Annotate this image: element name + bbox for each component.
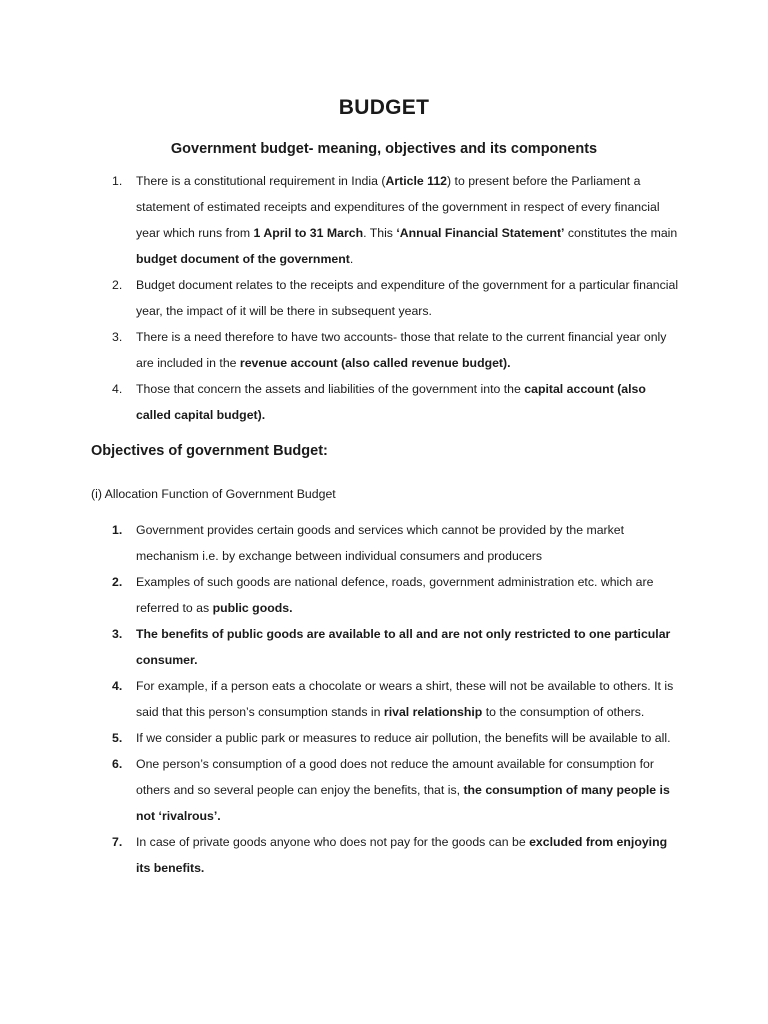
list-item (0, 324, 768, 376)
list-item-number: 3. (112, 330, 123, 344)
list-item-text: to the consumption of others. (482, 705, 645, 719)
bold-text: 1 April to 31 March (253, 226, 364, 240)
page-subtitle: Government budget- meaning, objectives and its components (170, 141, 598, 157)
list-item-text: In case of private goods anyone who does not pay for the goods can be (136, 835, 530, 849)
list-item (0, 569, 768, 621)
list-item (0, 517, 768, 569)
list-item (0, 376, 768, 428)
list-item-text: constitutes the main (564, 226, 678, 240)
list-item-text: Government provides certain goods and services which cannot be provided by the market mechanism i.e. by exchange between individual consumers and producers (136, 523, 625, 563)
page-title: BUDGET (338, 96, 430, 119)
list-item-text: Examples of such goods are national defence, roads, government administration etc. which are referred to as (136, 575, 654, 615)
intro-list (0, 168, 768, 428)
list-item-number: 4. (112, 382, 123, 396)
list-item-text: One person’s consumption of a good does not reduce the amount available for consumption for others and so several people can enjoy the benefits, that is, (136, 757, 654, 797)
bold-text: revenue account (also called revenue budget). (239, 356, 511, 370)
list-item (0, 621, 768, 673)
list-item-text: For example, if a person eats a chocolate or wears a shirt, these will not be available to others. It is said that this person’s consumption stands in (136, 679, 674, 719)
list-item-number: 2. (112, 278, 123, 292)
list-item (0, 829, 768, 881)
list-item-text: There is a need therefore to have two accounts- those that relate to the current financial year only are included in the (136, 330, 667, 370)
list-item-number: 4. (112, 679, 123, 693)
objectives-heading: Objectives of government Budget: (91, 443, 328, 459)
list-item-text: ) to present before the Parliament a statement of estimated receipts and expenditures of the government in respect of every financial year which runs from (136, 174, 660, 240)
bold-text: ‘Annual Financial Statement’ (396, 226, 565, 240)
bold-text: Article 112 (385, 174, 448, 188)
bold-text: excluded from enjoying its benefits. (136, 835, 668, 875)
list-item-number: 3. (112, 627, 123, 641)
list-item-text: Those that concern the assets and liabilities of the government into the (136, 382, 525, 396)
list-item-number: 2. (112, 575, 123, 589)
list-item-number: 7. (112, 835, 123, 849)
list-item-text: There is a constitutional requirement in India ( (136, 174, 386, 188)
allocation-list (0, 517, 768, 881)
list-item (0, 673, 768, 725)
allocation-heading: (i) Allocation Function of Government Budget (91, 487, 336, 501)
list-item (0, 725, 768, 751)
list-item-text: Budget document relates to the receipts and expenditure of the government for a particular financial year, the impact of it will be there in subsequent years. (136, 278, 679, 318)
list-item-number: 5. (112, 731, 123, 745)
list-item-number: 1. (112, 523, 123, 537)
bold-text: public goods. (212, 601, 293, 615)
bold-text: capital account (also called capital budget). (136, 382, 646, 422)
bold-text: budget document of the government (136, 252, 350, 266)
bold-text: the consumption of many people is not ‘rivalrous’. (136, 783, 670, 823)
bold-text: rival relationship (383, 705, 483, 719)
list-item-number: 1. (112, 174, 123, 188)
list-item-text: If we consider a public park or measures to reduce air pollution, the benefits will be available to all. (136, 731, 671, 745)
list-item-text: . This (363, 226, 397, 240)
list-item-text: . (349, 252, 354, 266)
list-item-number: 6. (112, 757, 123, 771)
list-item (0, 272, 768, 324)
list-item (0, 751, 768, 829)
bold-text: The benefits of public goods are available to all and are not only restricted to one particular consumer. (136, 627, 671, 667)
list-item (0, 168, 768, 272)
